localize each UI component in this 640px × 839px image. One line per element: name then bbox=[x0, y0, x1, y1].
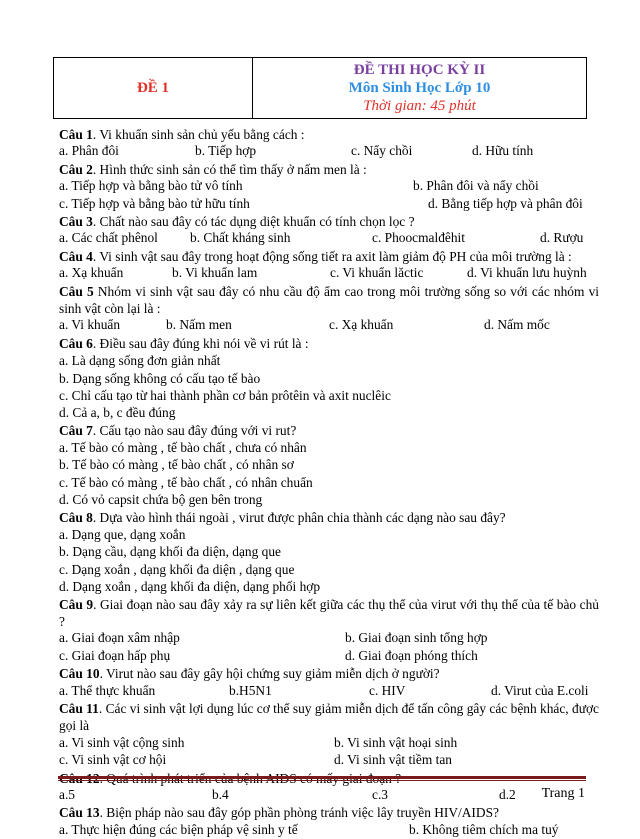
option: d. Bằng tiếp hợp và phân đôi bbox=[428, 195, 583, 211]
option: d. Giai đoạn phóng thích bbox=[345, 647, 478, 663]
question-10: Câu 10. Virut nào sau đây gây hội chứng suy giảm miễn dịch ở người? bbox=[59, 666, 440, 682]
option: a. Dạng que, dạng xoắn bbox=[59, 527, 186, 543]
footer-rule-thin bbox=[58, 780, 586, 781]
exam-subject: Môn Sinh Học Lớp 10 bbox=[348, 80, 491, 96]
question-4: Câu 4. Vi sinh vật sau đây trong hoạt động sống tiết ra axit làm giảm độ PH của môi trường là : bbox=[59, 248, 572, 264]
option: d. Vi khuẩn lưu huỳnh bbox=[467, 265, 587, 281]
option: c.3 bbox=[372, 786, 388, 802]
option: a. Vi khuẩn bbox=[59, 317, 121, 333]
question-8: Câu 8. Dựa vào hình thái ngoài , virut được phân chia thành các dạng nào sau đây? bbox=[59, 509, 506, 525]
options-q3 bbox=[59, 230, 599, 247]
option: c. Tế bào có màng , tế bào chất , có nhân chuẩn bbox=[59, 474, 313, 490]
footer-rule bbox=[58, 776, 586, 779]
option: a.5 bbox=[59, 786, 75, 802]
option: c. Xạ khuẩn bbox=[329, 317, 394, 333]
option: c. Vi khuẩn lăctic bbox=[330, 265, 424, 281]
options-q10 bbox=[59, 683, 599, 700]
options-q11a bbox=[59, 735, 599, 752]
option: c. Vi sinh vật cơ hội bbox=[59, 752, 167, 768]
options-q13 bbox=[59, 822, 599, 839]
options-q2b bbox=[59, 196, 599, 213]
option: b. Vi khuẩn lam bbox=[172, 265, 258, 281]
options-q1 bbox=[59, 143, 599, 160]
question-13: Câu 13. Biện pháp nào sau đây góp phần phòng tránh việc lây truyền HIV/AIDS? bbox=[59, 805, 499, 821]
exam-number: ĐỀ 1 bbox=[54, 58, 253, 118]
option: d. Cả a, b, c đều đúng bbox=[59, 405, 176, 421]
option: d. Hữu tính bbox=[472, 143, 534, 159]
question-list bbox=[59, 126, 599, 839]
question-3: Câu 3. Chất nào sau đây có tác dụng diệt khuẩn có tính chọn lọc ? bbox=[59, 213, 415, 229]
option: d.2 bbox=[499, 786, 516, 802]
options-q12 bbox=[59, 787, 599, 804]
question-9: Câu 9. Giai đoạn nào sau đây xảy ra sự liên kết giữa các thụ thể của virut với thụ thể của tế bào chủ ? bbox=[59, 596, 599, 629]
option: a. Xạ khuẩn bbox=[59, 265, 124, 281]
exam-title-block bbox=[253, 58, 586, 118]
exam-time: Thời gian: 45 phút bbox=[363, 98, 476, 114]
option: d. Virut của E.coli bbox=[491, 682, 589, 698]
option: b. Dạng sống không có cấu tạo tế bào bbox=[59, 370, 261, 386]
option: c. HIV bbox=[369, 682, 406, 698]
options-q9b bbox=[59, 648, 599, 665]
option: a. Tế bào có màng , tế bào chất , chưa có nhân bbox=[59, 440, 307, 456]
question-7: Câu 7. Cấu tạo nào sau đây đúng với vi rut? bbox=[59, 422, 297, 438]
option: b. Tế bào có màng , tế bào chất , có nhân sơ bbox=[59, 457, 294, 473]
option: a. Giai đoạn xâm nhập bbox=[59, 630, 180, 646]
page-number: Trang 1 bbox=[541, 786, 585, 801]
option: d. Có vỏ capsit chứa bộ gen bên trong bbox=[59, 492, 263, 508]
question-1: Câu 1. Vi khuẩn sinh sản chủ yếu bằng cách : bbox=[59, 127, 305, 142]
option: b. Chất kháng sinh bbox=[190, 230, 291, 246]
option: b.H5N1 bbox=[229, 682, 272, 698]
option: b. Vi sinh vật hoại sinh bbox=[334, 734, 458, 750]
option: d. Dạng xoắn , dạng khối đa diện, dạng phối hợp bbox=[59, 579, 321, 595]
option: c. Phoocmalđêhit bbox=[372, 230, 465, 246]
options-q9a bbox=[59, 630, 599, 647]
option: c. Giai đoạn hấp phụ bbox=[59, 647, 171, 663]
option: a. Các chất phênol bbox=[59, 230, 158, 246]
option: c. Nẩy chồi bbox=[351, 143, 413, 159]
option: b. Nấm men bbox=[166, 317, 232, 333]
question-11: Câu 11. Các vi sinh vật lợi dụng lúc cơ thể suy giảm miễn dịch để tấn công gây các bệnh khác, được gọi là bbox=[59, 700, 600, 734]
option: d. Vi sinh vật tiềm tan bbox=[334, 752, 452, 768]
option: b.4 bbox=[212, 786, 229, 802]
option: d. Nấm mốc bbox=[484, 317, 550, 333]
exam-title: ĐỀ THI HỌC KỲ II bbox=[353, 62, 486, 78]
option: a. Thể thực khuẩn bbox=[59, 682, 156, 698]
option: a. Tiếp hợp và bằng bào tử vô tính bbox=[59, 178, 243, 194]
question-6: Câu 6. Điều sau đây đúng khi nói về vi rút là : bbox=[59, 335, 309, 351]
options-q2a bbox=[59, 178, 599, 195]
exam-header bbox=[53, 57, 587, 119]
options-q4 bbox=[59, 265, 599, 282]
option: a. Thực hiện đúng các biện pháp vệ sinh y tế bbox=[59, 821, 298, 837]
option: b. Dạng cầu, dạng khối đa diện, dạng que bbox=[59, 544, 281, 560]
option: c. Dạng xoắn , dạng khối đa diện , dạng que bbox=[59, 561, 295, 577]
options-q11b bbox=[59, 752, 599, 769]
option: a. Vi sinh vật cộng sinh bbox=[59, 734, 185, 750]
option: c. Tiếp hợp và bằng bào tử hữu tính bbox=[59, 195, 250, 211]
option: c. Chỉ cấu tạo từ hai thành phần cơ bản prôtêin và axit nuclêic bbox=[59, 387, 391, 403]
option: b. Không tiêm chích ma tuý bbox=[409, 821, 559, 837]
options-q5 bbox=[59, 317, 599, 334]
option: d. Rượu bbox=[540, 230, 584, 246]
question-5: Câu 5 Nhóm vi sinh vật sau đây có nhu cầu độ ẩm cao trong môi trường sống so với các nhóm vi sinh vật còn lại là : bbox=[59, 283, 600, 316]
option: b. Phân đôi và nẩy chồi bbox=[413, 178, 539, 194]
option: b. Tiếp hợp bbox=[195, 143, 257, 159]
option: a. Là dạng sống đơn giản nhất bbox=[59, 353, 221, 369]
option: b. Giai đoạn sinh tổng hợp bbox=[345, 630, 488, 646]
option: a. Phân đôi bbox=[59, 143, 119, 159]
question-2: Câu 2. Hình thức sinh sản có thể tìm thấy ở nấm men là : bbox=[59, 161, 367, 177]
